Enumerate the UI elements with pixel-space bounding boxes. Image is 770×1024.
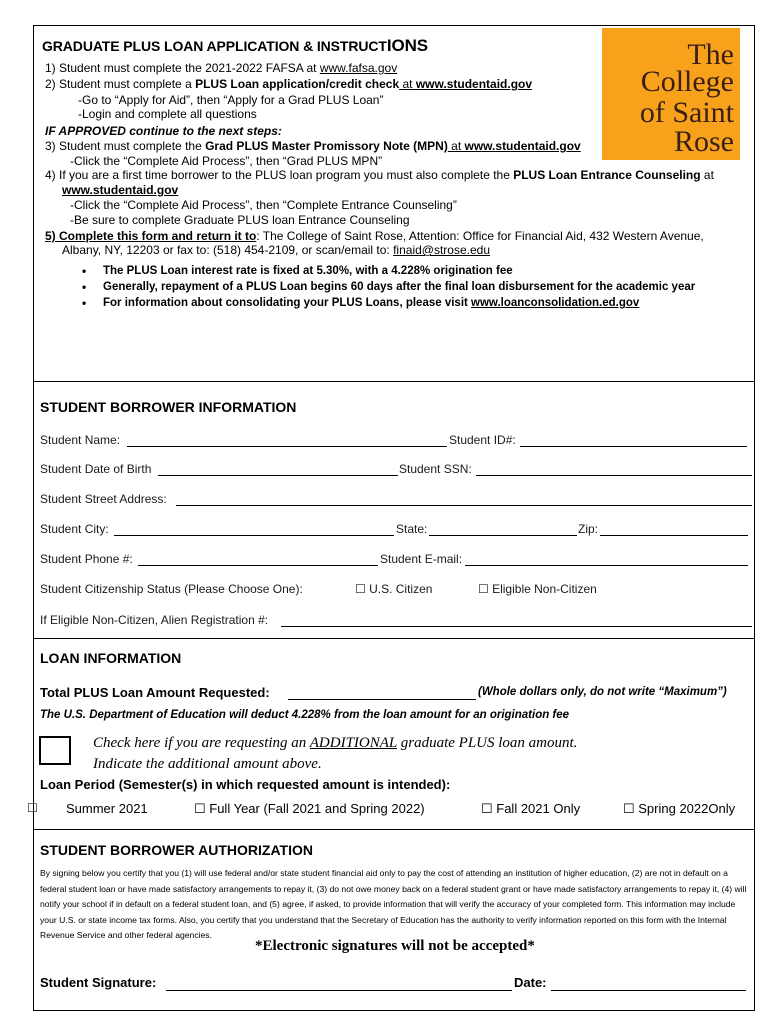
step-2-sub-2: -Login and complete all questions xyxy=(78,107,257,121)
phone-label: Student Phone #: xyxy=(40,552,133,566)
street-label: Student Street Address: xyxy=(40,492,167,506)
loan-period-label: Loan Period (Semester(s) in which requested amount is intended): xyxy=(40,777,451,792)
logo-line-2: College xyxy=(640,65,734,98)
college-logo xyxy=(602,28,740,160)
bullet-dot: • xyxy=(82,280,87,294)
state-label: State: xyxy=(396,522,428,536)
loan-heading: LOAN INFORMATION xyxy=(40,650,182,666)
step-2: 2) Student must complete a PLUS Loan application/credit check at www.studentaid.gov xyxy=(45,77,533,91)
step-5: 5) Complete this form and return it to: The College of Saint Rose, Attention: Office for Financial Aid, 432 Western Avenue, xyxy=(45,229,704,243)
logo-line-1: The xyxy=(687,38,734,71)
full-year-option[interactable]: ☐ Full Year (Fall 2021 and Spring 2022) xyxy=(194,801,425,816)
step-5-line-2: Albany, NY, 12203 or fax to: (518) 454-2109, or scan/email to: finaid@strose.edu xyxy=(62,243,490,257)
logo-line-4: Rose xyxy=(674,125,734,158)
authorization-paragraph: By signing below you certify that you (1) will use federal and/or state student financial aid only to pay the cost of attending an institution of higher education, (2) are not in default on a federal student loan or have made satisfactory arrangements to repay it, (3) do not owe money back on a federal student grant or have made satisfactory arrangements to repay it, (4) will notify your school if in default on a federal student loan, and (5) agree, if asked, to provide information that will verify the accuracy of your completed form. This information may include your U.S. or state income tax forms. Also, you certify that you understand that the Secretary of Education has the authority to verify information reported on this form with the Internal Revenue Service and other federal agencies. xyxy=(40,868,747,941)
step-3: 3) Student must complete the Grad PLUS Master Promissory Note (MPN) at www.studentaid.gov xyxy=(45,139,581,153)
studentaid-link-2[interactable]: www.studentaid.gov xyxy=(464,139,581,153)
date-field[interactable] xyxy=(551,990,746,991)
step-4: 4) If you are a first time borrower to the PLUS loan program you must also complete the PLUS Loan Entrance Counseling at xyxy=(45,168,714,182)
alien-registration-label: If Eligible Non-Citizen, Alien Registration #: xyxy=(40,613,269,627)
student-id-field[interactable] xyxy=(520,446,747,447)
phone-field[interactable] xyxy=(138,565,378,566)
authorization-heading: STUDENT BORROWER AUTHORIZATION xyxy=(40,842,313,858)
ssn-field[interactable] xyxy=(476,475,752,476)
dob-label: Student Date of Birth xyxy=(40,462,152,476)
finaid-email-link[interactable]: finaid@strose.edu xyxy=(393,243,490,257)
signature-label: Student Signature: xyxy=(40,975,157,990)
email-field[interactable] xyxy=(465,565,748,566)
additional-amount-text: Check here if you are requesting an ADDITIONAL graduate PLUS loan amount. xyxy=(93,735,578,751)
section-divider-loan xyxy=(33,829,755,830)
date-label: Date: xyxy=(514,975,547,990)
consolidation-link[interactable]: www.loanconsolidation.ed.gov xyxy=(471,297,640,309)
summer-option: Summer 2021 xyxy=(66,801,148,816)
logo-line-3: of Saint xyxy=(639,96,734,129)
zip-label: Zip: xyxy=(578,522,599,536)
email-label: Student E-mail: xyxy=(380,552,463,566)
us-citizen-checkbox[interactable]: ☐ U.S. Citizen xyxy=(355,582,433,596)
city-label: Student City: xyxy=(40,522,109,536)
fall-only-option[interactable]: ☐ Fall 2021 Only xyxy=(481,801,581,816)
zip-field[interactable] xyxy=(600,535,748,536)
step-2-sub-1: -Go to “Apply for Aid”, then “Apply for a Grad PLUS Loan” xyxy=(78,93,384,107)
bullet-interest-rate: • The PLUS Loan interest rate is fixed at 5.30%, with a 4.228% origination fee xyxy=(82,264,513,278)
bullet-dot: • xyxy=(82,296,87,310)
step-4-sub-2: -Be sure to complete Graduate PLUS loan Entrance Counseling xyxy=(70,213,410,227)
dob-field[interactable] xyxy=(158,475,398,476)
section-divider-borrower xyxy=(33,638,755,639)
loan-amount-field[interactable] xyxy=(288,699,476,700)
additional-amount-checkbox[interactable] xyxy=(39,736,71,765)
citizenship-label: Student Citizenship Status (Please Choose One): xyxy=(40,582,303,596)
spring-only-option[interactable]: ☐ Spring 2022Only xyxy=(623,801,736,816)
eligible-noncitizen-checkbox[interactable]: ☐ Eligible Non-Citizen xyxy=(478,582,597,596)
studentaid-link-1[interactable]: www.studentaid.gov xyxy=(415,77,533,91)
ssn-label: Student SSN: xyxy=(399,462,472,476)
signature-field[interactable] xyxy=(166,990,512,991)
summer-checkbox[interactable]: ☐ xyxy=(27,801,38,815)
city-field[interactable] xyxy=(114,535,394,536)
student-name-field[interactable] xyxy=(127,446,447,447)
student-name-label: Student Name: xyxy=(40,433,121,447)
loan-amount-label: Total PLUS Loan Amount Requested: xyxy=(40,685,270,700)
bullet-consolidation: • For information about consolidating your PLUS Loans, please visit www.loanconsolidation.ed.gov xyxy=(82,296,640,310)
student-id-label: Student ID#: xyxy=(449,433,516,447)
page-title: GRADUATE PLUS LOAN APPLICATION & INSTRUCTIONS xyxy=(42,36,429,55)
studentaid-link-3[interactable]: www.studentaid.gov xyxy=(62,183,179,197)
street-field[interactable] xyxy=(176,505,752,506)
bullet-dot: • xyxy=(82,264,87,278)
bullet-repayment: • Generally, repayment of a PLUS Loan begins 60 days after the final loan disbursement for the academic year xyxy=(82,280,696,294)
section-divider-instructions xyxy=(33,381,755,382)
additional-amount-text-2: Indicate the additional amount above. xyxy=(93,756,322,772)
origination-fee-note: The U.S. Department of Education will deduct 4.228% from the loan amount for an origination fee xyxy=(40,709,570,721)
step-1: 1) Student must complete the 2021-2022 FAFSA at www.fafsa.gov xyxy=(45,61,398,75)
approved-heading: IF APPROVED continue to the next steps: xyxy=(45,124,282,138)
loan-amount-note: (Whole dollars only, do not write “Maximum”) xyxy=(478,686,727,698)
fafsa-link[interactable]: www.fafsa.gov xyxy=(319,61,398,75)
state-field[interactable] xyxy=(429,535,577,536)
borrower-heading: STUDENT BORROWER INFORMATION xyxy=(40,399,297,415)
step-4-sub-1: -Click the “Complete Aid Process”, then “Complete Entrance Counseling” xyxy=(70,198,457,212)
step-3-sub-1: -Click the “Complete Aid Process”, then “Grad PLUS MPN” xyxy=(70,154,383,168)
alien-registration-field[interactable] xyxy=(281,626,752,627)
no-electronic-signatures: *Electronic signatures will not be accepted* xyxy=(255,938,535,954)
